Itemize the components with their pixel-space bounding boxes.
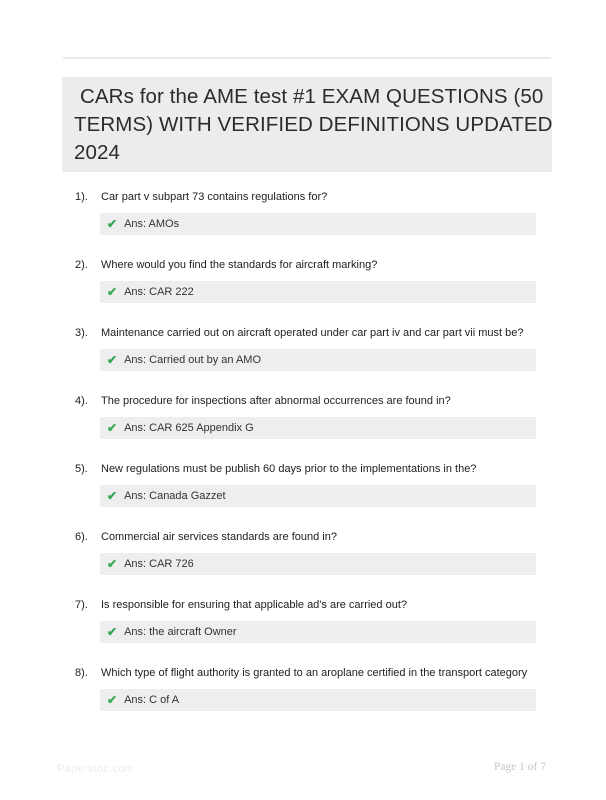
answer-box xyxy=(100,485,536,507)
question-text: Is responsible for ensuring that applicable ad's are carried out? xyxy=(101,599,408,611)
question-row xyxy=(75,326,561,341)
answer-text: Ans: Canada Gazzet xyxy=(124,490,226,502)
question-number: 3). xyxy=(75,327,88,339)
question-item xyxy=(0,530,606,575)
answer-text: Ans: the aircraft Owner xyxy=(124,626,237,638)
answer-box xyxy=(100,349,536,371)
question-number: 2). xyxy=(75,259,88,271)
answer-box xyxy=(100,621,536,643)
check-icon: ✔ xyxy=(107,624,118,639)
check-icon: ✔ xyxy=(107,352,118,367)
question-row xyxy=(75,394,561,409)
answer-box xyxy=(100,417,536,439)
question-item xyxy=(0,598,606,643)
question-item xyxy=(0,258,606,303)
question-text: Commercial air services standards are found in? xyxy=(101,531,337,543)
document-title-line-1: CARs for the AME test #1 EXAM QUESTIONS (50 xyxy=(80,85,544,108)
answer-box xyxy=(100,281,536,303)
question-number: 1). xyxy=(75,191,88,203)
question-row xyxy=(75,530,561,545)
document-title-line-2: TERMS) WITH VERIFIED DEFINITIONS UPDATED xyxy=(74,113,553,136)
question-number: 8). xyxy=(75,667,88,679)
question-text: Where would you find the standards for aircraft marking? xyxy=(101,259,378,271)
question-text: The procedure for inspections after abnormal occurrences are found in? xyxy=(101,395,451,407)
check-icon: ✔ xyxy=(107,420,118,435)
question-text: Which type of flight authority is granted to an aroplane certified in the transport category xyxy=(101,667,528,679)
question-item xyxy=(0,394,606,439)
document-title-line-3: 2024 xyxy=(74,141,121,164)
answer-box xyxy=(100,689,536,711)
check-icon: ✔ xyxy=(107,488,118,503)
check-icon: ✔ xyxy=(107,216,118,231)
answer-text: Ans: Carried out by an AMO xyxy=(124,354,262,366)
question-item xyxy=(0,462,606,507)
question-number: 7). xyxy=(75,599,88,611)
question-row xyxy=(75,462,561,477)
question-row xyxy=(75,190,561,205)
answer-text: Ans: C of A xyxy=(124,694,180,706)
question-row xyxy=(75,258,561,273)
watermark: Paperstoc.com xyxy=(57,763,135,775)
document-title-box xyxy=(62,77,552,172)
question-row xyxy=(75,666,561,681)
answer-text: Ans: CAR 726 xyxy=(124,558,194,570)
answer-text: Ans: AMOs xyxy=(124,218,180,230)
check-icon: ✔ xyxy=(107,284,118,299)
question-item xyxy=(0,190,606,235)
question-number: 4). xyxy=(75,395,88,407)
answer-box xyxy=(100,553,536,575)
question-text: New regulations must be publish 60 days prior to the implementations in the? xyxy=(101,463,477,475)
page-number: Page 1 of 7 xyxy=(493,761,546,773)
question-item xyxy=(0,666,606,711)
question-number: 5). xyxy=(75,463,88,475)
question-list xyxy=(0,190,606,734)
answer-box xyxy=(100,213,536,235)
check-icon: ✔ xyxy=(107,556,118,571)
answer-text: Ans: CAR 625 Appendix G xyxy=(124,422,254,434)
question-text: Car part v subpart 73 contains regulations for? xyxy=(101,191,328,203)
check-icon: ✔ xyxy=(107,692,118,707)
question-item xyxy=(0,326,606,371)
question-text: Maintenance carried out on aircraft operated under car part iv and car part vii must be? xyxy=(101,327,524,339)
answer-text: Ans: CAR 222 xyxy=(124,286,194,298)
question-row xyxy=(75,598,561,613)
header-divider xyxy=(63,57,551,59)
question-number: 6). xyxy=(75,531,88,543)
